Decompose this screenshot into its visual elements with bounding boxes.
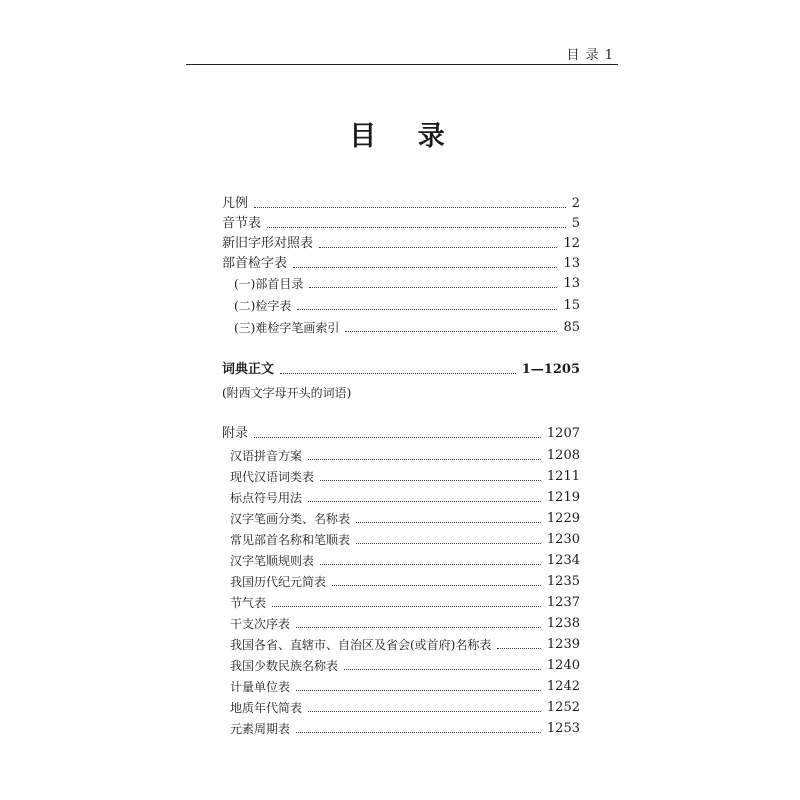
toc-page-number: 15 — [563, 298, 580, 313]
toc-page-number: 1230 — [546, 532, 580, 547]
toc-page-number: 1237 — [546, 595, 580, 610]
toc-entry-label: 计量单位表 — [230, 680, 291, 694]
toc-entry-appendix[interactable] — [222, 717, 580, 737]
dot-leader — [356, 543, 541, 544]
toc-entry-appendix[interactable] — [222, 675, 580, 695]
dot-leader — [254, 207, 566, 208]
toc-entry-appendix[interactable] — [222, 696, 580, 716]
dot-leader — [297, 309, 557, 310]
dot-leader — [308, 501, 541, 502]
toc-entry-label: 常见部首名称和笔顺表 — [230, 533, 351, 547]
toc-page-number: 1211 — [546, 469, 580, 484]
toc-entry-label: (三)难检字笔画索引 — [234, 321, 340, 335]
toc-entry-appendix[interactable] — [222, 591, 580, 611]
toc-page-number: 2 — [571, 196, 580, 211]
toc-page-number: 13 — [563, 256, 580, 271]
toc-page-number: 12 — [563, 236, 580, 251]
dot-leader — [332, 585, 541, 586]
dot-leader — [308, 459, 541, 460]
toc-page-number: 13 — [563, 276, 580, 291]
dot-leader — [280, 373, 516, 374]
toc-entry-label: 地质年代简表 — [230, 701, 303, 715]
toc-entry-label: 节气表 — [230, 596, 267, 610]
toc-entry-label: 附录 — [222, 426, 249, 441]
toc-entry-appendix[interactable] — [222, 465, 580, 485]
toc-entry-label: 汉字笔画分类、名称表 — [230, 512, 351, 526]
toc-entry-fanli[interactable] — [222, 192, 580, 212]
toc-page-number: 1219 — [546, 490, 580, 505]
toc-page-number: 1235 — [546, 574, 580, 589]
toc-entry-appendix[interactable] — [222, 528, 580, 548]
dot-leader — [320, 564, 541, 565]
running-header — [186, 44, 618, 65]
dot-leader — [497, 648, 541, 649]
dot-leader — [356, 522, 541, 523]
toc-entry-label: 新旧字形对照表 — [222, 236, 314, 251]
toc-page-number: 1239 — [546, 637, 580, 652]
toc-entry-label: 汉语拼音方案 — [230, 449, 303, 463]
running-header-text: 目 录 1 — [566, 48, 614, 63]
toc-entry-label: 现代汉语词类表 — [230, 470, 315, 484]
toc-entry-label: 我国历代纪元简表 — [230, 575, 327, 589]
toc-page-number: 1234 — [546, 553, 580, 568]
dot-leader — [293, 267, 557, 268]
dot-leader — [296, 627, 541, 628]
dot-leader — [345, 331, 557, 332]
toc-entry-zixing[interactable] — [222, 232, 580, 252]
toc-page-number: 1240 — [546, 658, 580, 673]
dot-leader — [309, 287, 557, 288]
toc-entry-bushou[interactable] — [222, 252, 580, 272]
toc-page-number: 1253 — [546, 721, 580, 736]
toc-entry-nanjianzi[interactable] — [222, 316, 580, 336]
toc-page-number: 1238 — [546, 616, 580, 631]
toc-entry-label: (一)部首目录 — [234, 277, 304, 291]
toc-page-number: 5 — [571, 216, 580, 231]
toc-entry-appendix[interactable] — [222, 444, 580, 464]
toc-entry-appendix[interactable] — [222, 486, 580, 506]
dot-leader — [296, 690, 541, 691]
toc-entry-label: 汉字笔顺规则表 — [230, 554, 315, 568]
toc-entry-label: 凡例 — [222, 196, 249, 211]
dot-leader — [267, 227, 566, 228]
toc-page-number: 1207 — [546, 426, 580, 441]
toc-entry-appendix[interactable] — [222, 507, 580, 527]
toc-page-number: 1—1205 — [521, 362, 580, 377]
toc-entry-appendix[interactable] — [222, 654, 580, 674]
toc-entry-cidian-zhengwen[interactable] — [222, 358, 580, 378]
toc-entry-label: 元素周期表 — [230, 722, 291, 736]
toc-page-number: 1208 — [546, 448, 580, 463]
dot-leader — [296, 732, 541, 733]
toc-page-number: 1242 — [546, 679, 580, 694]
toc-entry-appendix[interactable] — [222, 570, 580, 590]
toc-entry-appendix[interactable] — [222, 612, 580, 632]
toc-entry-jianzibiao[interactable] — [222, 294, 580, 314]
toc-page-number: 85 — [563, 320, 580, 335]
toc-entry-yinjiebiao[interactable] — [222, 212, 580, 232]
toc-entry-label: 我国少数民族名称表 — [230, 659, 339, 673]
dot-leader — [320, 480, 541, 481]
toc-entry-appendix[interactable] — [222, 633, 580, 653]
page-title: 目 录 — [349, 121, 461, 152]
dot-leader — [344, 669, 541, 670]
toc-entry-appendix[interactable] — [222, 549, 580, 569]
toc-page-number: 1252 — [546, 700, 580, 715]
dot-leader — [254, 437, 541, 438]
toc-entry-label: (二)检字表 — [234, 299, 292, 313]
toc-entry-bushou-mulu[interactable] — [222, 272, 580, 292]
toc-entry-label: 音节表 — [222, 216, 262, 231]
dot-leader — [272, 606, 541, 607]
toc-entry-label: 词典正文 — [222, 362, 275, 377]
toc-entry-note: (附西文字母开头的词语) — [222, 386, 352, 400]
toc-entry-label: 标点符号用法 — [230, 491, 303, 505]
toc-entry-fulu[interactable] — [222, 422, 580, 442]
toc-entry-label: 干支次序表 — [230, 617, 291, 631]
toc-entry-label: 我国各省、直辖市、自治区及省会(或首府)名称表 — [230, 638, 492, 652]
dot-leader — [308, 711, 541, 712]
toc-entry-label: 部首检字表 — [222, 256, 288, 271]
toc-page-number: 1229 — [546, 511, 580, 526]
dot-leader — [319, 247, 557, 248]
